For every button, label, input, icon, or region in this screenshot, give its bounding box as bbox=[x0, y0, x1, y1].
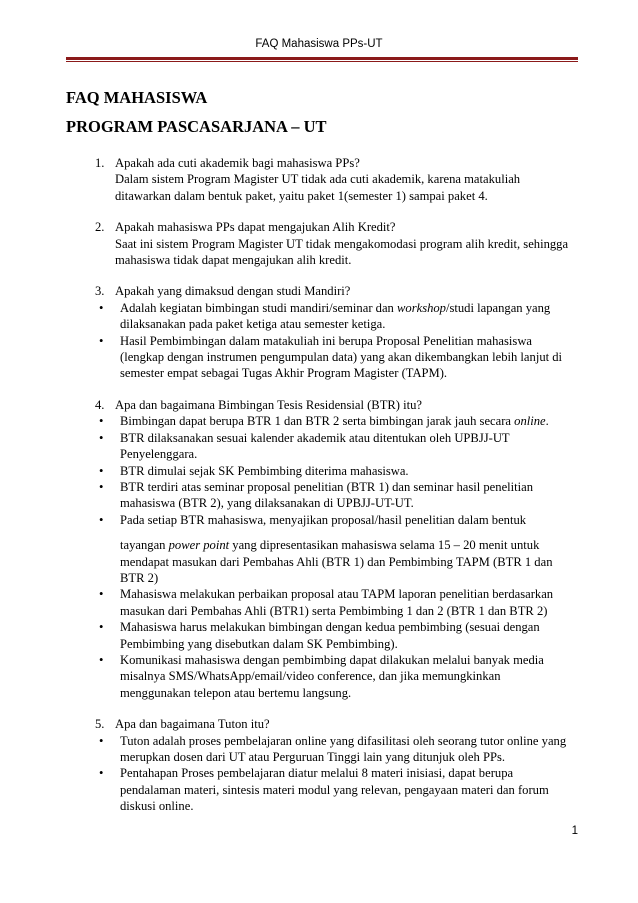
bullet-item bbox=[95, 430, 570, 463]
doc-heading-line1: FAQ MAHASISWA bbox=[66, 88, 208, 107]
answer-bullets bbox=[95, 300, 570, 382]
bullet-continuation bbox=[95, 537, 570, 586]
bullet-item bbox=[95, 463, 570, 479]
bullet-text: Mahasiswa melakukan perbaikan proposal atau TAPM laporan penelitian berdasarkan masukan dari Pembahas Ahli (BTR1) serta Pembimbing 1 dan 2 (BTR 1 dan BTR 2) bbox=[120, 587, 554, 618]
bullet-item bbox=[95, 512, 570, 528]
bullet-icon: • bbox=[99, 620, 104, 635]
faq-content bbox=[95, 155, 570, 830]
faq-item bbox=[95, 397, 570, 701]
bullet-icon: • bbox=[99, 463, 104, 478]
bullet-icon: • bbox=[99, 766, 104, 781]
question-text: Apakah ada cuti akademik bagi mahasiswa PPs? bbox=[115, 156, 360, 170]
bullet-icon: • bbox=[99, 414, 104, 429]
bullet-item bbox=[95, 652, 570, 701]
bullet-item bbox=[95, 619, 570, 652]
faq-item bbox=[95, 155, 570, 204]
bullet-icon: • bbox=[99, 652, 104, 667]
bullet-item bbox=[95, 586, 570, 619]
bullet-icon: • bbox=[99, 479, 104, 494]
question-number: 3. bbox=[95, 284, 105, 299]
bullet-text-emphasis: online bbox=[514, 414, 546, 429]
bullet-text-emphasis: power point bbox=[168, 538, 230, 553]
bullet-text: Pada setiap BTR mahasiswa, menyajikan proposal/hasil penelitian dalam bentuk bbox=[120, 512, 527, 527]
bullet-icon: • bbox=[99, 587, 104, 602]
bullet-text: yang dipresentasikan mahasiswa selama 15 – 20 menit untuk mendapat masukan dari Pembahas Ahli (BTR 1) dan Pembimbing TAPM (BTR 1 dan BTR 2) bbox=[120, 538, 553, 585]
header-title: FAQ Mahasiswa PPs-UT bbox=[255, 38, 383, 50]
bullet-text: Bimbingan dapat berupa BTR 1 dan BTR 2 serta bimbingan jarak jauh secara bbox=[120, 414, 515, 429]
bullet-item bbox=[95, 479, 570, 512]
bullet-item bbox=[95, 413, 570, 429]
faq-item bbox=[95, 283, 570, 381]
bullet-text: tayangan bbox=[120, 538, 169, 553]
bullet-text: Adalah kegiatan bimbingan studi mandiri/seminar dan bbox=[120, 300, 397, 315]
bullet-text: Komunikasi mahasiswa dengan pembimbing dapat dilakukan melalui banyak media misalnya SMS/WhatsApp/email/video conference, dan jika memungkinkan menggunakan telepon atau bertemu langsung. bbox=[120, 652, 544, 700]
bullet-item bbox=[95, 733, 570, 766]
question-text: Apa dan bagaimana Bimbingan Tesis Residensial (BTR) itu? bbox=[115, 397, 423, 412]
bullet-text: BTR dimulai sejak SK Pembimbing diterima mahasiswa. bbox=[120, 463, 409, 478]
bullet-item bbox=[95, 765, 570, 814]
bullet-icon: • bbox=[99, 512, 104, 527]
bullet-text: Pentahapan Proses pembelajaran diatur melalui 8 materi inisiasi, dapat berupa pendalaman materi, sintesis materi modul yang relevan, pengayaan materi dan forum diskusi online. bbox=[120, 766, 549, 814]
bullet-text-emphasis: workshop bbox=[397, 300, 446, 315]
bullet-text: Mahasiswa harus melakukan bimbingan dengan kedua pembimbing (sesuai dengan Pembimbing yang disebutkan dalam SK Pembimbing). bbox=[120, 620, 540, 651]
bullet-icon: • bbox=[99, 430, 104, 445]
bullet-text: Tuton adalah proses pembelajaran online yang difasilitasi oleh seorang tutor online yang merupkan dosen dari UT atau Perguruan Tinggi lain yang ditunjuk oleh PPs. bbox=[120, 733, 567, 764]
header-rule-thin bbox=[66, 61, 578, 62]
bullet-text: /studi lapangan yang dilaksanakan pada paket ketiga atau semester ketiga. bbox=[120, 300, 551, 332]
question-number: 4. bbox=[95, 397, 105, 412]
bullet-text: . bbox=[545, 414, 549, 429]
question-text: Apakah yang dimaksud dengan studi Mandiri? bbox=[115, 284, 351, 299]
bullet-item bbox=[95, 333, 570, 382]
bullet-text: BTR terdiri atas seminar proposal penelitian (BTR 1) dan seminar hasil penelitian mahasiswa (BTR 2), yang dilaksanakan di UPBJJ-UT-UT. bbox=[120, 479, 534, 511]
faq-item bbox=[95, 219, 570, 268]
question-number: 2. bbox=[95, 220, 105, 235]
bullet-text: BTR dilaksanakan sesuai kalender akademik atau ditentukan oleh UPBJJ-UT Penyelenggara. bbox=[120, 430, 510, 462]
bullet-icon: • bbox=[99, 733, 104, 748]
page-number: 1 bbox=[571, 825, 578, 837]
header-rule bbox=[66, 57, 578, 60]
bullet-icon: • bbox=[99, 300, 104, 315]
question-text: Apa dan bagaimana Tuton itu? bbox=[115, 717, 270, 732]
answer-bullets bbox=[95, 733, 570, 815]
faq-item bbox=[95, 716, 570, 814]
question-number: 1. bbox=[95, 156, 105, 170]
bullet-icon: • bbox=[99, 333, 104, 348]
answer-bullets bbox=[95, 413, 570, 701]
answer-text: Saat ini sistem Program Magister UT tidak mengakomodasi program alih kredit, sehingga mahasiswa tidak dapat mengajukan alih kredit. bbox=[115, 236, 569, 268]
bullet-text: Hasil Pembimbingan dalam matakuliah ini berupa Proposal Penelitian mahasiswa (lengkap dengan instrumen pengumpulan data) yang akan dikembangkan lebih lanjut di semester empat sebagai Tugas Akhir Program Magister (TAPM). bbox=[120, 333, 563, 381]
question-number: 5. bbox=[95, 717, 105, 732]
answer-text: Dalam sistem Program Magister UT tidak ada cuti akademik, karena matakuliah ditawarkan dalam bentuk paket, yaitu paket 1(semester 1) sampai paket 4. bbox=[115, 172, 521, 203]
doc-heading-line2: PROGRAM PASCASARJANA – UT bbox=[66, 117, 327, 136]
bullet-item bbox=[95, 300, 570, 333]
question-text: Apakah mahasiswa PPs dapat mengajukan Alih Kredit? bbox=[115, 220, 396, 235]
